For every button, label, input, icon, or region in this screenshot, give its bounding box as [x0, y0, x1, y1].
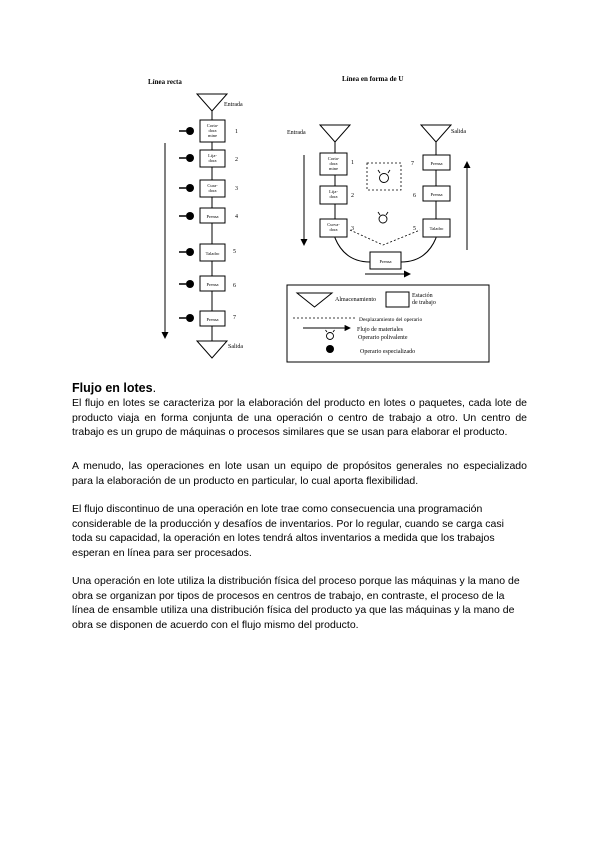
legend-storage-label: Almacenamiento — [335, 297, 376, 303]
station-label: Prensa — [430, 192, 443, 197]
station-number: 4 — [235, 214, 238, 220]
legend-specialist-operator-label: Operario especializado — [360, 349, 416, 355]
station-label: Prensa — [206, 282, 219, 287]
station-label: Cura-dora — [207, 183, 218, 193]
u-station-3 — [320, 219, 354, 237]
station-number: 2 — [235, 157, 238, 163]
specialist-operator-icon — [186, 184, 194, 192]
left-diagram-title: Línea recta — [148, 78, 182, 86]
station-label: Corta-dora mine — [327, 156, 340, 171]
u-station-5 — [413, 219, 450, 237]
station-number: 3 — [235, 186, 238, 192]
operator-path — [350, 230, 420, 245]
exit-label: Salida — [451, 129, 466, 135]
station-number: 1 — [351, 160, 354, 166]
legend-multi-operator-label: Operario polivalente — [358, 335, 408, 341]
station-number: 1 — [235, 129, 238, 135]
station-number: 6 — [233, 283, 236, 289]
production-layout-figure — [0, 0, 600, 370]
entrance-label: Entrada — [224, 102, 243, 108]
station-label: Lija-dora — [329, 189, 338, 199]
paragraph-4: Una operación en lote utiliza la distribución física del proceso porque las máquinas y la mano de obra se organizan por tipos de procesos en centros de trabajo, en contraste, el proceso de la línea de ensamble utiliza una distribución física del producto ya que las máquinas y la mano de obra se disponen de acuerdo con el flujo mismo del producto. — [72, 575, 520, 631]
section-title-text: Flujo en lotes — [72, 381, 153, 395]
station-label: Taladro — [429, 226, 444, 231]
legend — [287, 285, 489, 362]
station-label: Prensa — [206, 317, 219, 322]
station-number: 5 — [233, 249, 236, 255]
paragraph-1: El flujo en lotes se caracteriza por la elaboración del producto en lotes o paquetes, cada lote de producto viaja en forma conjunta de una operación o centro de trabajo a otro. Un centro de trabajo es un grupo de máquinas o procesos similares que se usan para elaborar el producto. — [72, 397, 527, 438]
entrance-label: Entrada — [287, 130, 306, 136]
u-station-2 — [320, 186, 354, 204]
legend-storage-icon — [297, 293, 332, 307]
storage-triangle-entrance — [197, 94, 227, 111]
legend-flow-label: Flujo de materiales — [357, 327, 403, 333]
station-label: Prensa — [379, 259, 392, 264]
multi-operator-icon — [378, 212, 388, 223]
station-label: Taladro — [205, 251, 220, 256]
specialist-operator-icon — [186, 212, 194, 220]
station-label: Curva-dora — [327, 222, 340, 232]
u-line-diagram — [287, 125, 467, 274]
station-5 — [179, 244, 236, 261]
straight-line-diagram — [165, 94, 243, 358]
multi-operator-icon — [378, 170, 390, 183]
station-label: Prensa — [430, 161, 443, 166]
legend-multi-operator-icon — [326, 330, 335, 340]
station-label: Corta-dora mine — [206, 123, 219, 138]
station-6 — [179, 276, 236, 291]
station-number: 6 — [413, 193, 416, 199]
legend-specialist-operator-icon — [326, 345, 334, 353]
specialist-operator-icon — [186, 280, 194, 288]
station-number: 7 — [233, 315, 236, 321]
station-1 — [179, 120, 238, 142]
station-2 — [179, 150, 238, 167]
station-7 — [179, 311, 236, 326]
specialist-operator-icon — [186, 127, 194, 135]
storage-triangle-exit — [197, 341, 227, 358]
specialist-operator-icon — [186, 154, 194, 162]
station-label: Lija-dora — [208, 153, 217, 163]
specialist-operator-icon — [186, 314, 194, 322]
storage-triangle-entrance — [320, 125, 350, 142]
legend-workstation-label: Estación de trabajo — [412, 293, 436, 306]
paragraph-3: El flujo discontinuo de una operación en lote trae como consecuencia una programación considerable de la producción y desafíos de inventarios. Por lo regular, cuando se carga casi toda su capacidad, la operación en lotes tendrá altos inventarios a medida que los trabajos esperan en línea para ser procesados. — [72, 503, 504, 559]
station-number: 3 — [351, 226, 354, 232]
station-number: 7 — [411, 161, 414, 167]
operator-zone — [367, 163, 401, 190]
station-number: 5 — [413, 226, 416, 232]
u-station-6 — [413, 186, 450, 201]
storage-triangle-exit — [421, 125, 451, 142]
legend-operator-move-label: Desplazamiento del operario — [359, 317, 423, 323]
u-station-4 — [370, 252, 401, 269]
right-diagram-title: Línea en forma de U — [342, 75, 404, 83]
specialist-operator-icon — [186, 248, 194, 256]
section-title — [72, 381, 156, 395]
legend-workstation-icon — [386, 292, 409, 307]
exit-label: Salida — [228, 344, 243, 350]
section-title-punct: . — [152, 381, 157, 395]
station-4 — [179, 208, 238, 223]
station-number: 2 — [351, 193, 354, 199]
u-station-1 — [320, 153, 354, 175]
u-station-7 — [411, 155, 450, 170]
station-3 — [179, 180, 238, 197]
paragraph-2: A menudo, las operaciones en lote usan un equipo de propósitos generales no especializado para la elaboración de un producto en particular, lo cual aporta flexibilidad. — [72, 460, 527, 487]
station-label: Prensa — [206, 214, 219, 219]
